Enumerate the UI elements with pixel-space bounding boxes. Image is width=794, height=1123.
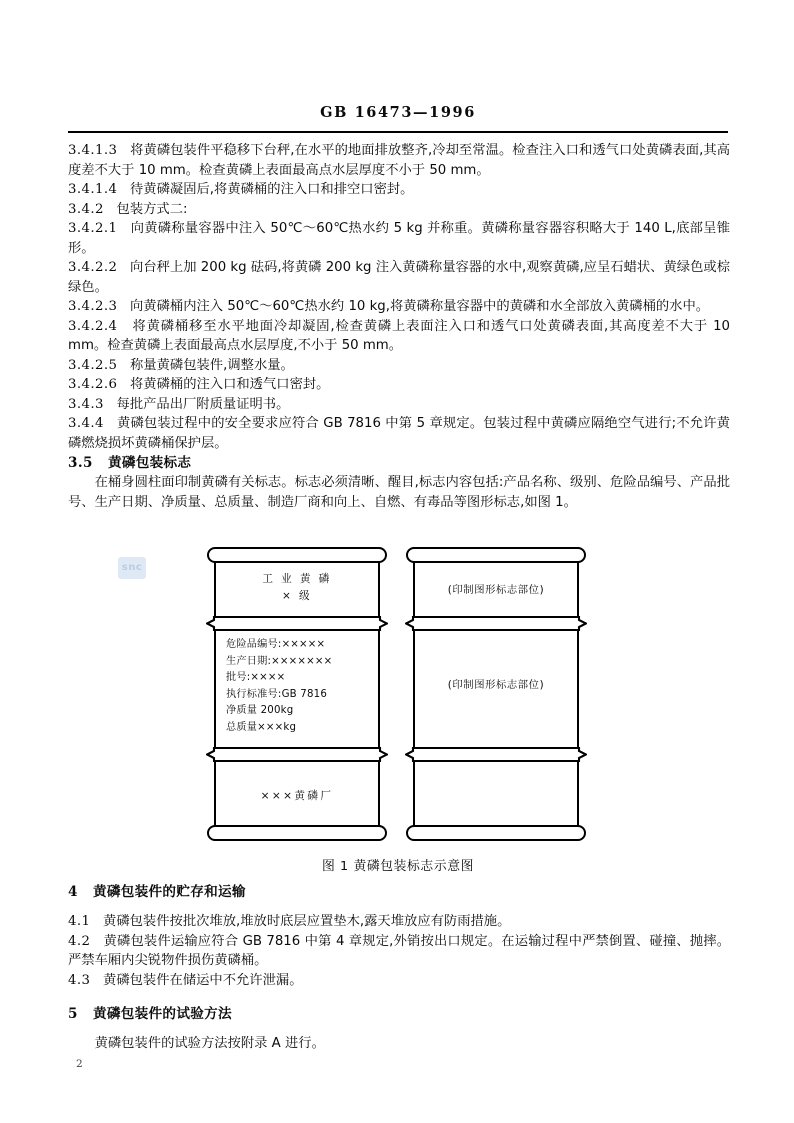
clause-4-1 [68, 912, 730, 932]
section-title: 黄磷包装标志 [107, 455, 192, 471]
spec-batch-number: 批号:×××× [226, 672, 286, 684]
product-grade-line: × 级 [281, 590, 313, 602]
drum-rolling-hoop-lower [206, 747, 388, 762]
section-5-body: 黄磷包装件的试验方法按附录 A 进行。 [94, 1036, 325, 1051]
drum-top-cap [207, 547, 387, 563]
drum-rolling-hoop-lower [405, 747, 587, 762]
clause-number: 3.4.2.5 [68, 357, 118, 373]
section-5-heading [68, 1004, 730, 1024]
clause-text: 黄磷包装件在储运中不允许泄漏。 [103, 972, 303, 988]
spec-gross-mass: 总质量×××kg [226, 721, 297, 733]
clause-number: 4.1 [68, 914, 91, 929]
spacer [68, 1024, 730, 1034]
clause-3-4-4 [68, 414, 730, 453]
section-number: 5 [68, 1006, 78, 1022]
page-number: 2 [76, 1058, 83, 1070]
spec-net-mass: 净质量 200kg [226, 705, 294, 717]
drum-panel-graphic-mark-lower: (印制图形标志部位) [447, 679, 545, 691]
clause-text: 将黄磷桶的注入口和透气口密封。 [130, 377, 330, 392]
clause-4-3 [68, 971, 730, 991]
section-4-heading [68, 882, 730, 902]
header-divider [68, 131, 728, 133]
clause-number: 3.4.2.2 [68, 260, 118, 275]
clause-3-4-1-3 [68, 141, 730, 180]
spacer [68, 902, 730, 912]
drum-panel-product-name [218, 571, 376, 605]
drum-top-cap [406, 547, 586, 563]
clause-number: 3.4.2.4 [68, 318, 118, 334]
section-title: 黄磷包装件的试验方法 [92, 1006, 232, 1022]
clause-text: 包装方式二: [116, 201, 188, 217]
drum-bottom-cap [207, 825, 387, 841]
clause-number: 4.2 [68, 933, 91, 949]
figure-1-drums [0, 545, 794, 850]
clause-text: 将黄磷包装件平稳移下台秤,在水平的地面排放整齐,冷却至常温。检查注入口和透气口处黄磷表面,其高度差不大于 10 mm。检查黄磷上表面最高点水层厚度不小于 50 mm。 [68, 143, 730, 178]
clause-text: 黄磷包装件按批次堆放,堆放时底层应置垫木,露天堆放应有防雨措施。 [103, 914, 511, 929]
clause-3-4-2 [68, 200, 730, 220]
clause-3-4-2-6 [68, 375, 730, 395]
clause-text: 向黄磷桶内注入 50℃～60℃热水约 10 kg,将黄磷称量容器中的黄磷和水全部放入黄磷桶的水中。 [130, 299, 710, 314]
clause-text: 向台秤上加 200 kg 砝码,将黄磷 200 kg 注入黄磷称量容器的水中,观察黄磷,应呈石蜡状、黄绿色或棕绿色。 [68, 260, 730, 295]
drum-panel-graphic-mark-upper: (印制图形标志部位) [447, 584, 545, 596]
clause-3-4-2-3 [68, 297, 730, 317]
section-number: 4 [68, 884, 78, 900]
clause-3-4-2-4 [68, 317, 730, 356]
clause-text: 称量黄磷包装件,调整水量。 [130, 357, 294, 373]
clause-number: 3.4.4 [68, 416, 104, 431]
clause-number: 3.4.2.3 [68, 299, 118, 314]
figure-1-caption: 图 1 黄磷包装标志示意图 [321, 859, 475, 874]
spacer [68, 990, 730, 1004]
clause-3-4-2-2 [68, 258, 730, 297]
spec-production-date: 生产日期:××××××× [226, 655, 333, 667]
document-body-upper [68, 141, 730, 512]
drum-rolling-hoop-upper [405, 616, 587, 631]
clause-4-2 [68, 932, 730, 971]
clause-3-4-2-5 [68, 356, 730, 376]
drum-rolling-hoop-upper [206, 616, 388, 631]
manufacturer-name: ×××黄磷厂 [260, 790, 334, 802]
clause-text: 将黄磷桶移至水平地面冷却凝固,检查黄磷上表面注入口和透气口处黄磷表面,其高度差不大于 10 mm。检查黄磷上表面最高点水层厚度,不小于 50 mm。 [68, 318, 730, 353]
clause-text: 黄磷包装过程中的安全要求应符合 GB 7816 中第 5 章规定。包装过程中黄磷应隔绝空气进行;不允许黄磷燃烧损坏黄磷桶保护层。 [68, 416, 730, 451]
section-number: 3.5 [68, 455, 93, 471]
clause-3-4-2-1 [68, 219, 730, 258]
spec-hazard-code: 危险品编号:××××× [226, 639, 326, 650]
document-body-lower [68, 882, 730, 1054]
clause-text: 向黄磷称量容器中注入 50℃～60℃热水约 5 kg 并称重。黄磷称量容器容积略大于 140 L,底部呈锥形。 [68, 221, 730, 256]
clause-number: 3.4.1.3 [68, 143, 118, 158]
product-name-line: 工 业 黄 磷 [262, 573, 332, 585]
section-3-5-heading [68, 453, 730, 473]
drum-bottom-cap [406, 825, 586, 841]
section-title: 黄磷包装件的贮存和运输 [92, 884, 246, 900]
page-header-standard-code: GB 16473—1996 [320, 104, 476, 121]
clause-number: 3.4.3 [68, 396, 104, 412]
clause-3-4-1-4 [68, 180, 730, 200]
clause-number: 3.4.2.6 [68, 377, 118, 392]
spec-standard-number: 执行标准号:GB 7816 [226, 688, 328, 700]
clause-text: 待黄磷凝固后,将黄磷桶的注入口和排空口密封。 [130, 182, 414, 197]
clause-number: 4.3 [68, 972, 91, 988]
watermark-logo: snc [118, 557, 146, 579]
clause-text: 黄磷包装件运输应符合 GB 7816 中第 4 章规定,外销按出口规定。在运输过程中严禁倒置、碰撞、抛摔。严禁车厢内尖锐物件损伤黄磷桶。 [68, 933, 730, 968]
drum-panel-manufacturer [218, 788, 376, 805]
drum-body [413, 554, 579, 834]
drum-panel-specs [218, 637, 376, 737]
clause-number: 3.4.2.1 [68, 221, 118, 236]
clause-number: 3.4.2 [68, 201, 104, 217]
clause-text: 每批产品出厂附质量证明书。 [116, 396, 290, 412]
drum-left [214, 545, 380, 843]
clause-number: 3.4.1.4 [68, 182, 118, 197]
drum-right [413, 545, 579, 843]
clause-3-4-3 [68, 395, 730, 415]
section-3-5-body: 在桶身圆柱面印制黄磷有关标志。标志必须清晰、醒目,标志内容包括:产品名称、级别、危险品编号、产品批号、生产日期、净质量、总质量、制造厂商和向上、自燃、有毒品等图形标志,如图 1。 [68, 475, 730, 510]
